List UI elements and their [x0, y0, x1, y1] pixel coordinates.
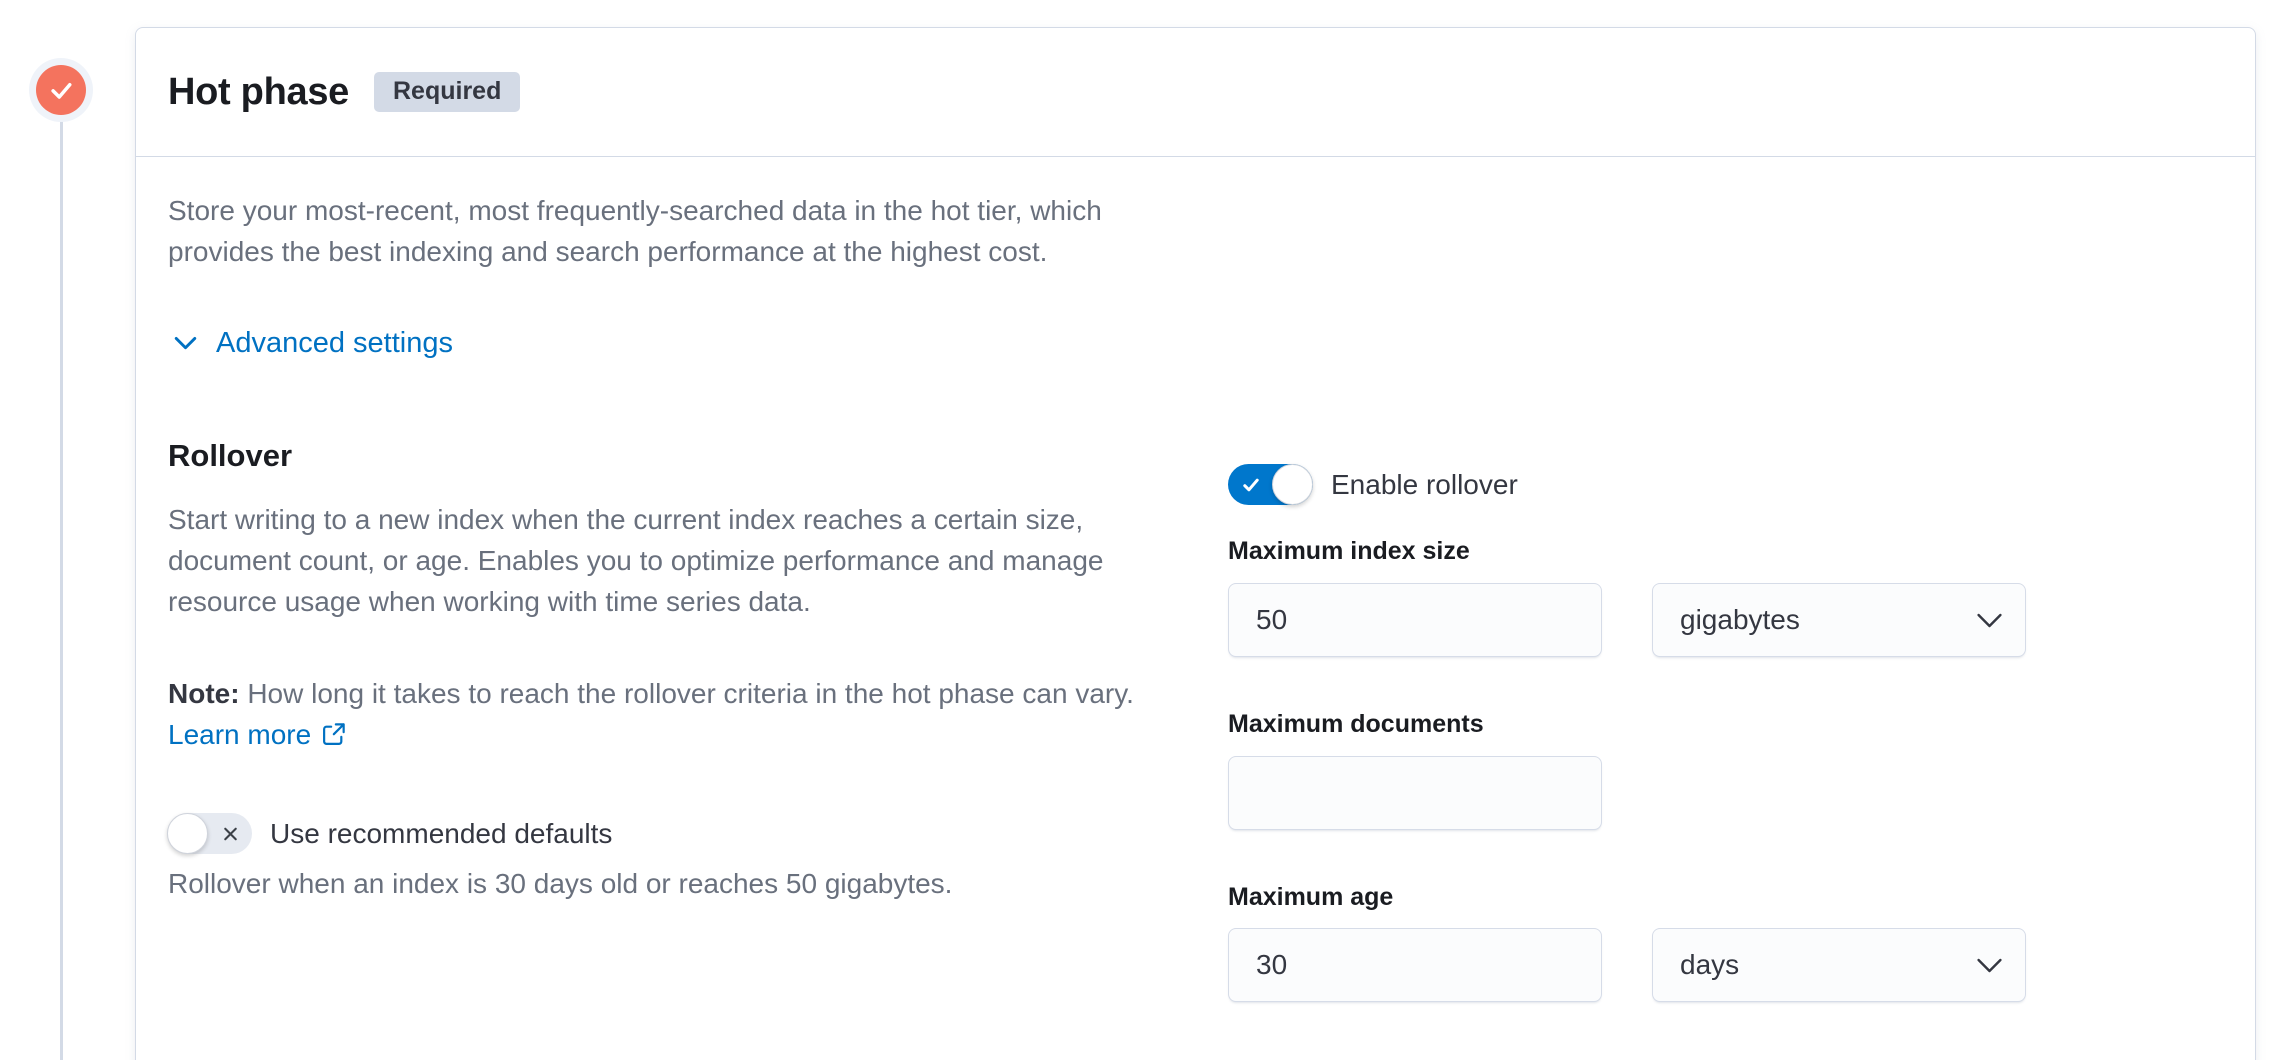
max-age-unit-select[interactable] — [1652, 928, 2026, 1002]
phase-description: Store your most-recent, most frequently-searched data in the hot tier, which provides the best indexing and search performance at the highest cost. — [168, 195, 1102, 267]
max-documents-row — [1228, 756, 1602, 830]
rollover-summary: Rollover when an index is 30 days old or reaches 50 gigabytes. — [168, 868, 953, 899]
learn-more-label: Learn more — [168, 719, 312, 750]
use-defaults-switch-row — [167, 813, 612, 854]
chevron-down-icon — [172, 330, 199, 357]
phase-complete-marker — [36, 65, 86, 115]
note-label: Note: — [168, 678, 240, 709]
advanced-settings-label: Advanced settings — [216, 327, 453, 359]
check-icon — [1240, 474, 1262, 496]
check-icon — [47, 76, 75, 104]
switch-knob — [167, 813, 208, 854]
required-badge: Required — [374, 72, 520, 113]
max-index-size-label: Maximum index size — [1228, 537, 1470, 565]
enable-rollover-label: Enable rollover — [1331, 468, 1518, 500]
rollover-heading: Rollover — [168, 438, 293, 473]
cross-icon — [220, 823, 241, 844]
max-documents-input[interactable] — [1228, 756, 1602, 830]
external-link-icon — [321, 722, 346, 747]
max-documents-label: Maximum documents — [1228, 710, 1484, 738]
page-title: Hot phase — [168, 70, 349, 113]
max-index-size-row — [1228, 583, 1800, 657]
rollover-description: Start writing to a new index when the current index reaches a certain size, document count, or age. Enables you to optimize performance and manage resource usage when working with time series data. — [168, 504, 1104, 617]
selected-unit: days — [1680, 949, 1740, 980]
enable-rollover-switch[interactable] — [1228, 464, 1313, 505]
timeline-connector-line — [60, 121, 63, 1060]
chevron-down-icon — [1976, 612, 2003, 629]
use-defaults-switch[interactable] — [167, 813, 252, 854]
use-defaults-label: Use recommended defaults — [270, 817, 613, 849]
selected-unit: gigabytes — [1680, 604, 1800, 635]
enable-rollover-switch-row — [1228, 464, 1518, 505]
max-age-row — [1228, 928, 1740, 1002]
max-age-input[interactable] — [1228, 928, 1602, 1002]
rollover-note — [168, 673, 1213, 755]
card-header — [136, 28, 2255, 157]
chevron-down-icon — [1976, 957, 2003, 974]
learn-more-link[interactable] — [168, 719, 346, 750]
max-index-size-input[interactable] — [1228, 583, 1602, 657]
advanced-settings-toggle[interactable] — [172, 327, 453, 360]
max-age-label: Maximum age — [1228, 883, 1394, 911]
note-text: How long it takes to reach the rollover criteria in the hot phase can vary. — [247, 678, 1134, 709]
switch-knob — [1272, 464, 1313, 505]
phase-marker-halo — [29, 58, 93, 122]
max-index-size-unit-select[interactable] — [1652, 583, 2026, 657]
